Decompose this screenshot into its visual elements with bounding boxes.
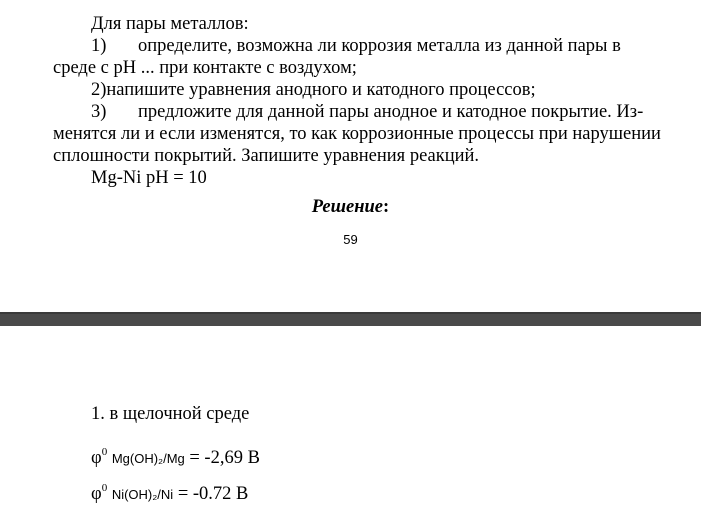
item-1-line-2: среде с pH ... при контакте с воздухом; xyxy=(53,58,357,78)
phi-symbol: φ xyxy=(91,448,102,468)
phi-symbol: φ xyxy=(91,484,102,504)
mg-potential xyxy=(91,441,260,470)
item-3-line-3: сплошности покрытий. Запишите уравнения реакций. xyxy=(53,146,480,166)
solution-heading: Решение: xyxy=(311,197,390,217)
task-intro: Для пары металлов: xyxy=(91,14,249,34)
metal-pair-condition: Mg-Ni pH = 10 xyxy=(91,168,207,188)
standard-superscript: 0 xyxy=(101,482,108,494)
document-page-bottom xyxy=(0,326,701,503)
page-number: 59 xyxy=(343,232,358,247)
ni-potential xyxy=(91,477,248,506)
mg-value: = -2,69 В xyxy=(184,448,260,468)
item-1-number: 1) xyxy=(91,36,107,56)
item-2: 2)напишите уравнения анодного и катодного процессов; xyxy=(91,80,536,100)
item-3-line-2: менятся ли и если изменятся, то как коррозионные процессы при нарушении xyxy=(53,124,661,144)
item-1-line-1: определите, возможна ли коррозия металла из данной пары в xyxy=(138,36,621,56)
solution-step-1: 1. в щелочной среде xyxy=(91,404,250,424)
ni-value: = -0.72 В xyxy=(173,484,249,504)
item-3-number: 3) xyxy=(91,102,107,122)
mg-couple: Mg(OH)₂/Mg xyxy=(111,451,185,466)
standard-superscript: 0 xyxy=(101,446,108,458)
item-3-line-1: предложите для данной пары анодное и катодное покрытие. Из- xyxy=(138,102,644,122)
ni-couple: Ni(OH)₂/Ni xyxy=(111,487,174,502)
